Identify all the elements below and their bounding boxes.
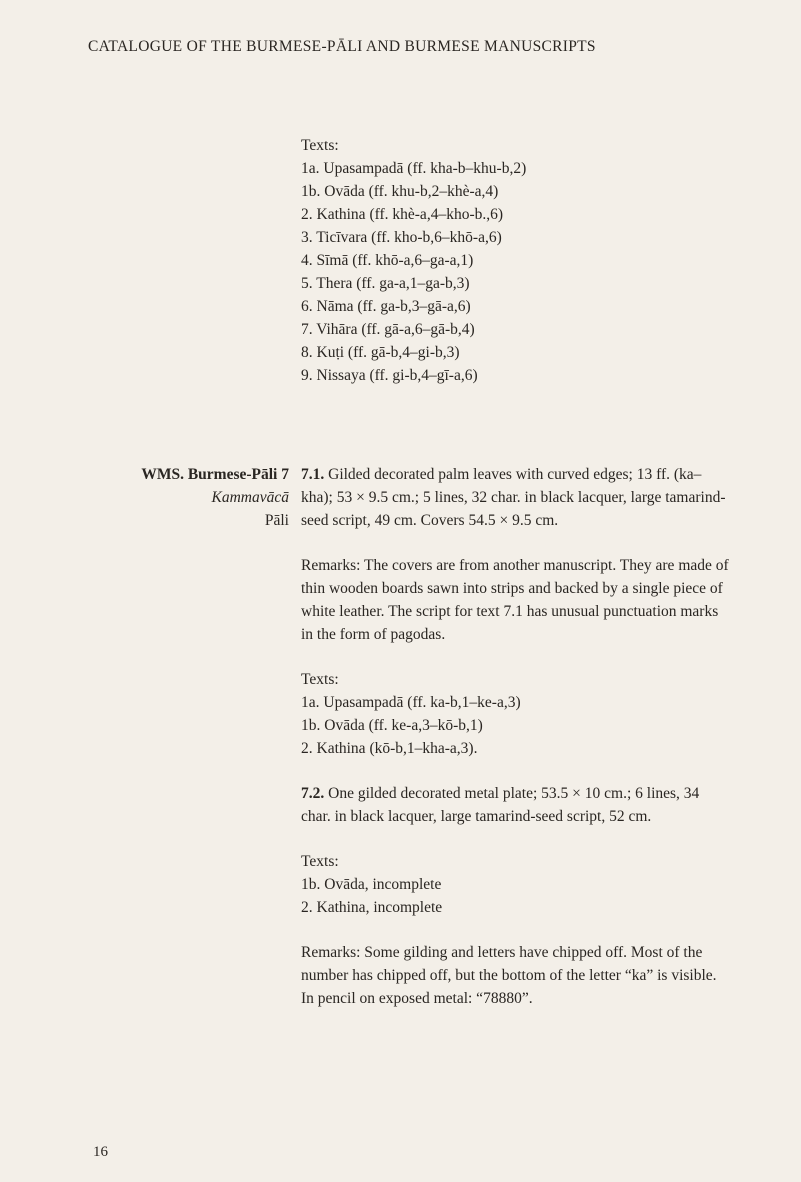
text-item: 1b. Ovāda (ff. khu-b,2–khè-a,4): [301, 183, 499, 200]
part-number: 7.1.: [301, 466, 325, 483]
text-item: 2. Kathina, incomplete: [301, 899, 443, 916]
remarks: Remarks: The covers are from another manuscript. They are made of thin wooden boards sawn into strips and backed by a single piece of white leather. The script for text 7.1 has unusual punctuation marks in the form of pagodas.: [301, 557, 729, 643]
shelfmark: WMS. Burmese-Pāli 7: [141, 466, 289, 483]
part-description-text: One gilded decorated metal plate; 53.5 × 10 cm.; 6 lines, 34 char. in black lacquer, large tamarind-seed script, 52 cm.: [301, 785, 700, 825]
text-item: 2. Kathina (kō-b,1–kha-a,3).: [301, 740, 478, 757]
text-item: 5. Thera (ff. ga-a,1–ga-b,3): [301, 275, 470, 292]
text-item: 1b. Ovāda, incomplete: [301, 876, 442, 893]
entry-body: [301, 463, 731, 1010]
text-item: 1b. Ovāda (ff. ke-a,3–kō-b,1): [301, 717, 483, 734]
text-item: 4. Sīmā (ff. khō-a,6–ga-a,1): [301, 252, 474, 269]
part-description: [301, 782, 731, 828]
entry-sidebar: [141, 463, 289, 532]
text-item: 6. Nāma (ff. ga-b,3–gā-a,6): [301, 298, 471, 315]
text-item: 1a. Upasampadā (ff. kha-b–khu-b,2): [301, 160, 527, 177]
text-item: 2. Kathina (ff. khè-a,4–kho-b.,6): [301, 206, 504, 223]
remarks: Remarks: Some gilding and letters have chipped off. Most of the number has chipped off, but the bottom of the letter “ka” is visible. In pencil on exposed metal: “78880”.: [301, 944, 717, 1007]
first-texts-block: [301, 134, 731, 387]
texts-heading: Texts:: [301, 671, 339, 688]
texts-heading: Texts:: [301, 137, 339, 154]
manuscript-title: Kammavācā: [211, 489, 289, 506]
page-number: 16: [93, 1144, 108, 1160]
text-item: 9. Nissaya (ff. gi-b,4–gī-a,6): [301, 367, 478, 384]
running-head: CATALOGUE OF THE BURMESE-PĀLI AND BURMESE MANUSCRIPTS: [88, 38, 596, 55]
text-item: 8. Kuṭi (ff. gā-b,4–gi-b,3): [301, 344, 460, 361]
part-number: 7.2.: [301, 785, 325, 802]
text-item: 1a. Upasampadā (ff. ka-b,1–ke-a,3): [301, 694, 521, 711]
texts-heading: Texts:: [301, 853, 339, 870]
text-item: 3. Ticīvara (ff. kho-b,6–khō-a,6): [301, 229, 502, 246]
part-description: [301, 463, 731, 532]
manuscript-language: Pāli: [264, 512, 289, 529]
part-description-text: Gilded decorated palm leaves with curved edges; 13 ff. (ka–kha); 53 × 9.5 cm.; 5 lines, 32 char. in black lacquer, large tamarind-seed script, 49 cm. Covers 54.5 × 9.5 cm.: [301, 466, 726, 529]
text-item: 7. Vihāra (ff. gā-a,6–gā-b,4): [301, 321, 475, 338]
